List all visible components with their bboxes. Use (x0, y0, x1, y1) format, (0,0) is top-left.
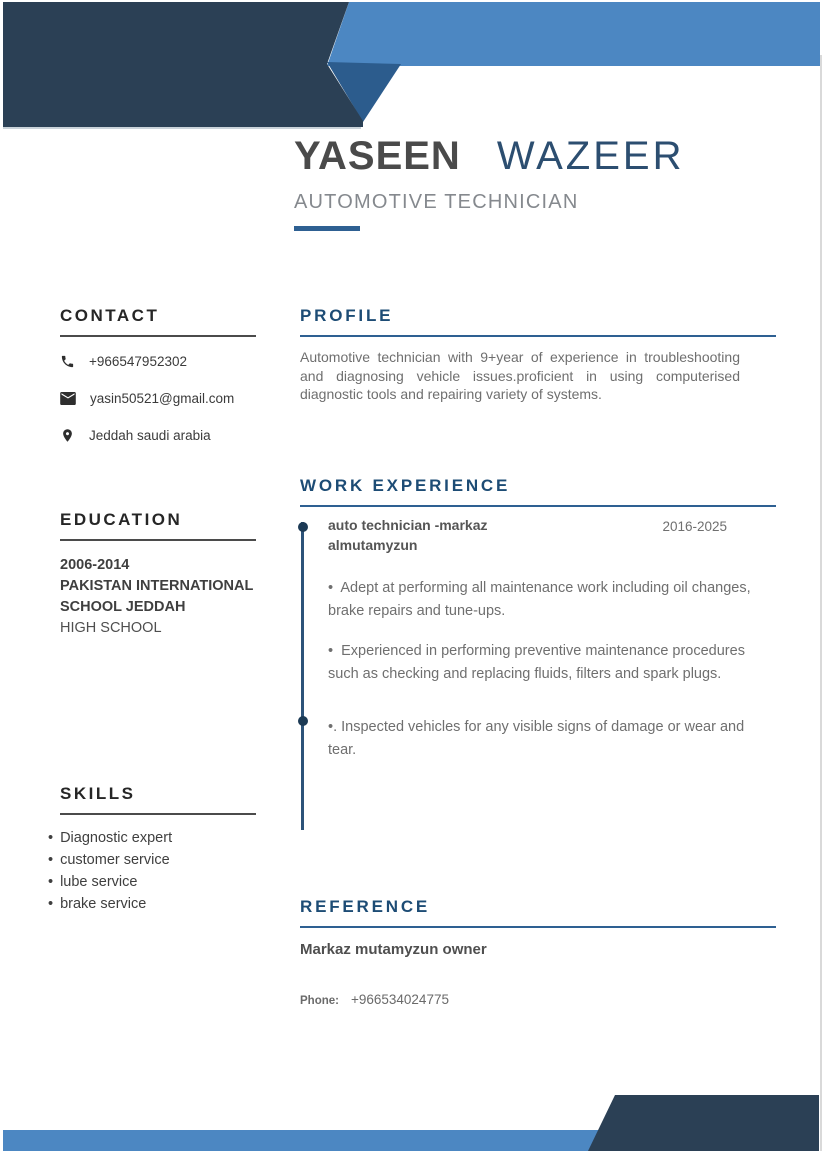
job-entry (300, 515, 776, 761)
skill-label: customer service (60, 852, 170, 868)
education-section (60, 510, 256, 639)
full-name (294, 134, 774, 179)
reference-name: Markaz mutamyzun owner (300, 941, 487, 958)
header-shadow-line (3, 127, 361, 129)
skill-label: lube service (60, 874, 138, 890)
skills-section (48, 784, 256, 915)
reference-section (300, 897, 776, 1007)
page-right-edge (820, 55, 822, 1151)
skill-item (48, 893, 256, 915)
job-bullet (328, 716, 768, 761)
education-school-line2: SCHOOL JEDDAH (60, 599, 186, 615)
skills-list (48, 827, 256, 915)
job-bullet (328, 577, 768, 622)
last-name: WAZEER (496, 134, 685, 178)
bullet-text: Inspected vehicles for any visible signs of damage or wear and tear. (328, 719, 745, 758)
bullet-marker: •. (328, 719, 338, 735)
education-entry (60, 555, 256, 639)
bullet-marker: • (48, 896, 54, 912)
job-title: AUTOMOTIVE TECHNICIAN (294, 191, 579, 213)
bullet-marker: • (48, 874, 54, 890)
timeline-dot (298, 522, 308, 532)
reference-heading: REFERENCE (300, 897, 776, 928)
first-name: YASEEN (294, 134, 461, 178)
email-icon (60, 392, 76, 405)
skill-label: brake service (60, 896, 147, 912)
profile-section (300, 306, 776, 404)
education-heading: EDUCATION (60, 510, 256, 541)
contact-email: yasin50521@gmail.com (90, 390, 235, 406)
contact-heading: CONTACT (60, 306, 256, 337)
contact-section (60, 306, 256, 462)
contact-list (60, 351, 256, 445)
bullet-marker: • (328, 580, 334, 596)
contact-location: Jeddah saudi arabia (89, 427, 211, 443)
timeline-dot (298, 716, 308, 726)
skill-item (48, 827, 256, 849)
skill-item (48, 871, 256, 893)
job-title-lines (328, 515, 488, 555)
location-icon (60, 427, 75, 444)
timeline-line (301, 522, 304, 830)
bullet-text: Adept at performing all maintenance work including oil changes, brake repairs and tune-ups. (328, 580, 751, 619)
skills-heading: SKILLS (60, 784, 256, 815)
profile-heading: PROFILE (300, 306, 776, 337)
reference-phone-label: Phone: (300, 995, 339, 1007)
job-header (328, 515, 776, 555)
bullet-marker: • (48, 852, 54, 868)
contact-location-row (60, 425, 256, 445)
education-years: 2006-2014 (60, 557, 130, 573)
contact-email-row (60, 388, 256, 408)
skill-label: Diagnostic expert (60, 830, 173, 846)
profile-text: Automotive technician with 9+year of experience in troubleshooting and diagnosing vehicle issues.proficient in using computerised diagnostic tools and repairing variety of systems. (300, 349, 740, 403)
job-title-line1: auto technician -markaz (328, 517, 488, 533)
job-title-line2: almutamyzun (328, 537, 418, 553)
reference-phone-row (300, 992, 776, 1007)
phone-icon (60, 354, 75, 369)
work-experience-heading: WORK EXPERIENCE (300, 476, 776, 507)
reference-phone-value: +966534024775 (350, 992, 449, 1007)
work-experience-section (300, 476, 776, 761)
bullet-marker: • (48, 830, 54, 846)
job-bullets (328, 577, 768, 761)
job-bullet (328, 640, 768, 685)
education-school-line1: PAKISTAN INTERNATIONAL (60, 578, 254, 594)
skill-item (48, 849, 256, 871)
accent-bar (294, 226, 360, 231)
contact-phone-row (60, 351, 256, 371)
job-dates: 2016-2025 (662, 519, 727, 534)
bullet-text: Experienced in performing preventive maintenance procedures such as checking and replacing fluids, filters and spark plugs. (328, 643, 745, 682)
bullet-marker: • (328, 643, 334, 659)
name-block (294, 134, 774, 231)
education-degree: HIGH SCHOOL (60, 620, 162, 636)
contact-phone: +966547952302 (89, 353, 187, 369)
